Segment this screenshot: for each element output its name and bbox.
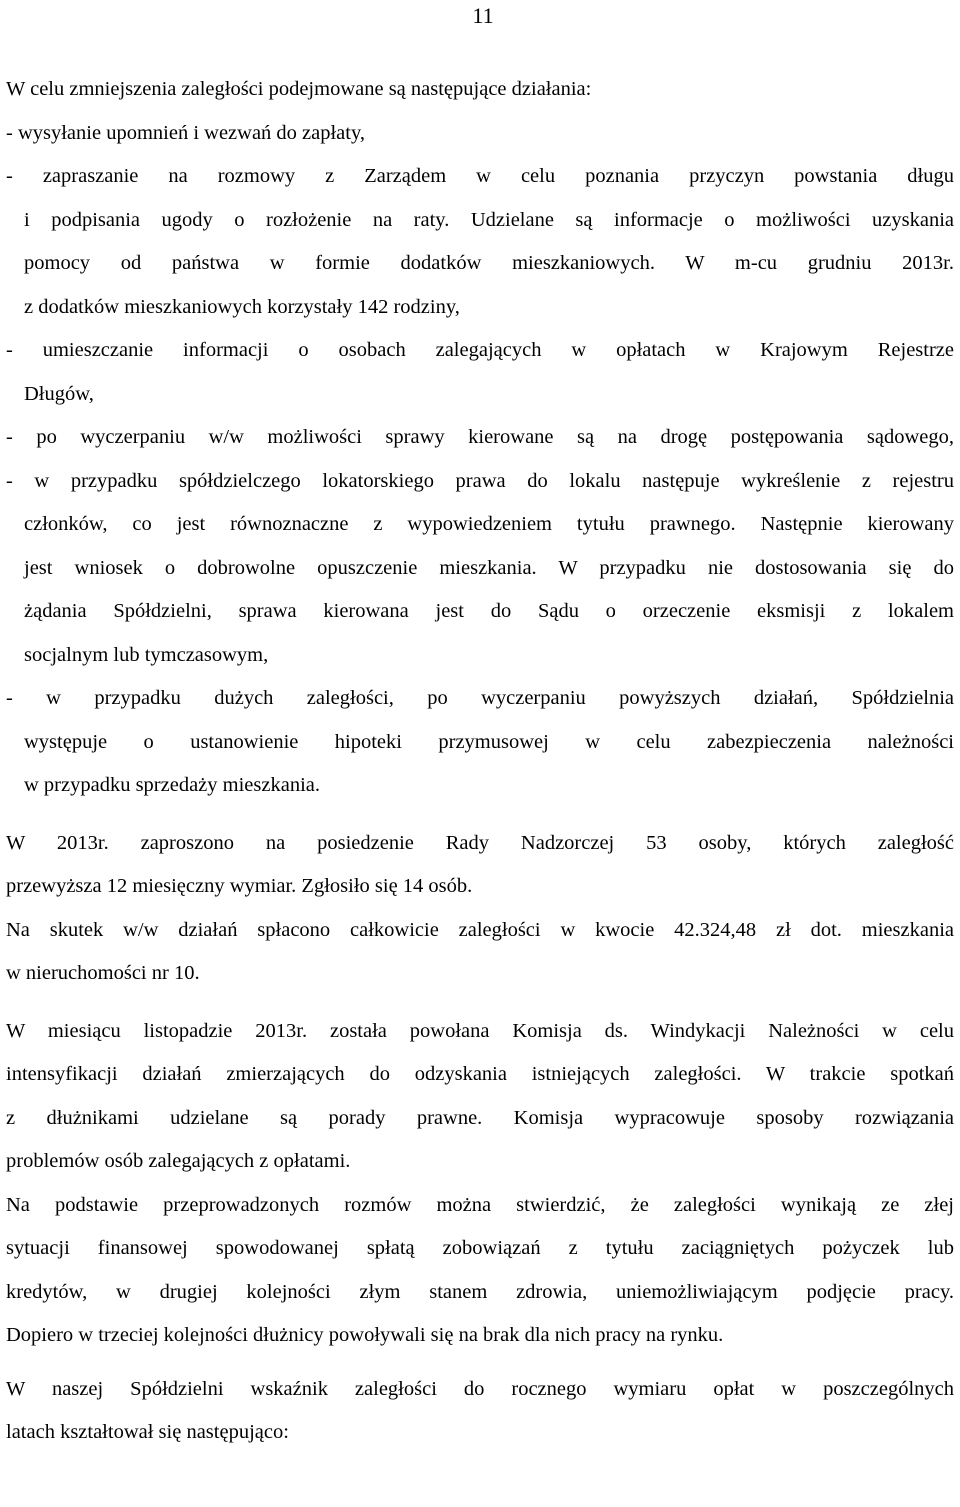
list-item-continuation: pomocy od państwa w formie dodatków mieszkaniowych. W m-cu grudniu 2013r. bbox=[24, 252, 954, 274]
paragraph-line: latach kształtował się następująco: bbox=[6, 1421, 289, 1443]
list-item: - w przypadku spółdzielczego lokatorskiego prawa do lokalu następuje wykreślenie z rejestru bbox=[6, 469, 954, 492]
section-commission bbox=[6, 1010, 954, 1358]
paragraph-line: kredytów, w drugiej kolejności złym stanem zdrowia, uniemożliwiającym podjęcie pracy. bbox=[6, 1280, 954, 1303]
list-item: - umieszczanie informacji o osobach zalegających w opłatach w Krajowym Rejestrze bbox=[6, 339, 954, 361]
paragraph-line: Na skutek w/w działań spłacono całkowicie zaległości w kwocie 42.324,48 zł dot. mieszkania bbox=[6, 918, 954, 941]
page-number: 11 bbox=[472, 3, 494, 28]
paragraph-line: Na podstawie przeprowadzonych rozmów można stwierdzić, że zaległości wynikają ze złej bbox=[6, 1193, 954, 1216]
list-item: - wysyłanie upomnień i wezwań do zapłaty, bbox=[6, 121, 366, 144]
list-item: - w przypadku dużych zaległości, po wyczerpaniu powyższych działań, Spółdzielnia bbox=[6, 687, 954, 709]
section-debt-actions bbox=[6, 68, 954, 808]
section-debt-ratio bbox=[6, 1368, 954, 1455]
list-item-continuation: z dodatków mieszkaniowych korzystały 142 rodziny, bbox=[24, 295, 460, 318]
paragraph-line: przewyższa 12 miesięczny wymiar. Zgłosiło się 14 osób. bbox=[6, 875, 473, 897]
list-item-continuation: żądania Spółdzielni, sprawa kierowana jest do Sądu o orzeczenie eksmisji z lokalem bbox=[24, 600, 954, 622]
list-item-continuation: w przypadku sprzedaży mieszkania. bbox=[24, 774, 320, 796]
list-item-continuation: członków, co jest równoznaczne z wypowiedzeniem tytułu prawnego. Następnie kierowany bbox=[24, 513, 954, 535]
list-item-continuation: występuje o ustanowienie hipoteki przymusowej w celu zabezpieczenia należności bbox=[24, 730, 954, 753]
paragraph-line: w nieruchomości nr 10. bbox=[6, 962, 200, 984]
list-item-continuation: Długów, bbox=[24, 382, 94, 405]
paragraph-line: W 2013r. zaproszono na posiedzenie Rady Nadzorczej 53 osoby, których zaległość bbox=[6, 831, 954, 854]
paragraph-line: Dopiero w trzeciej kolejności dłużnicy powoływali się na brak dla nich pracy na rynku. bbox=[6, 1324, 724, 1346]
paragraph-line: z dłużnikami udzielane są porady prawne. Komisja wypracowuje sposoby rozwiązania bbox=[6, 1106, 954, 1129]
paragraph-line: problemów osób zalegających z opłatami. bbox=[6, 1150, 351, 1172]
paragraph-line: W miesiącu listopadzie 2013r. została powołana Komisja ds. Windykacji Należności w celu bbox=[6, 1019, 954, 1042]
paragraph-line: W celu zmniejszenia zaległości podejmowane są następujące działania: bbox=[6, 78, 592, 100]
paragraph-line: intensyfikacji działań zmierzających do odzyskania istniejących zaległości. W trakcie spotkań bbox=[6, 1063, 954, 1085]
document-body bbox=[6, 68, 954, 1455]
list-item-continuation: jest wniosek o dobrowolne opuszczenie mieszkania. W przypadku nie dostosowania się do bbox=[24, 556, 954, 579]
section-council-meeting bbox=[6, 822, 954, 996]
list-item-continuation: socjalnym lub tymczasowym, bbox=[24, 643, 269, 666]
list-item-continuation: i podpisania ugody o rozłożenie na raty. Udzielane są informacje o możliwości uzyskania bbox=[24, 208, 954, 231]
list-item: - po wyczerpaniu w/w możliwości sprawy kierowane są na drogę postępowania sądowego, bbox=[6, 426, 954, 448]
paragraph-line: sytuacji finansowej spowodowanej spłatą zobowiązań z tytułu zaciągniętych pożyczek lub bbox=[6, 1237, 954, 1259]
list-item: - zapraszanie na rozmowy z Zarządem w celu poznania przyczyn powstania długu bbox=[6, 165, 954, 187]
paragraph-line: W naszej Spółdzielni wskaźnik zaległości do rocznego wymiaru opłat w poszczególnych bbox=[6, 1377, 954, 1400]
